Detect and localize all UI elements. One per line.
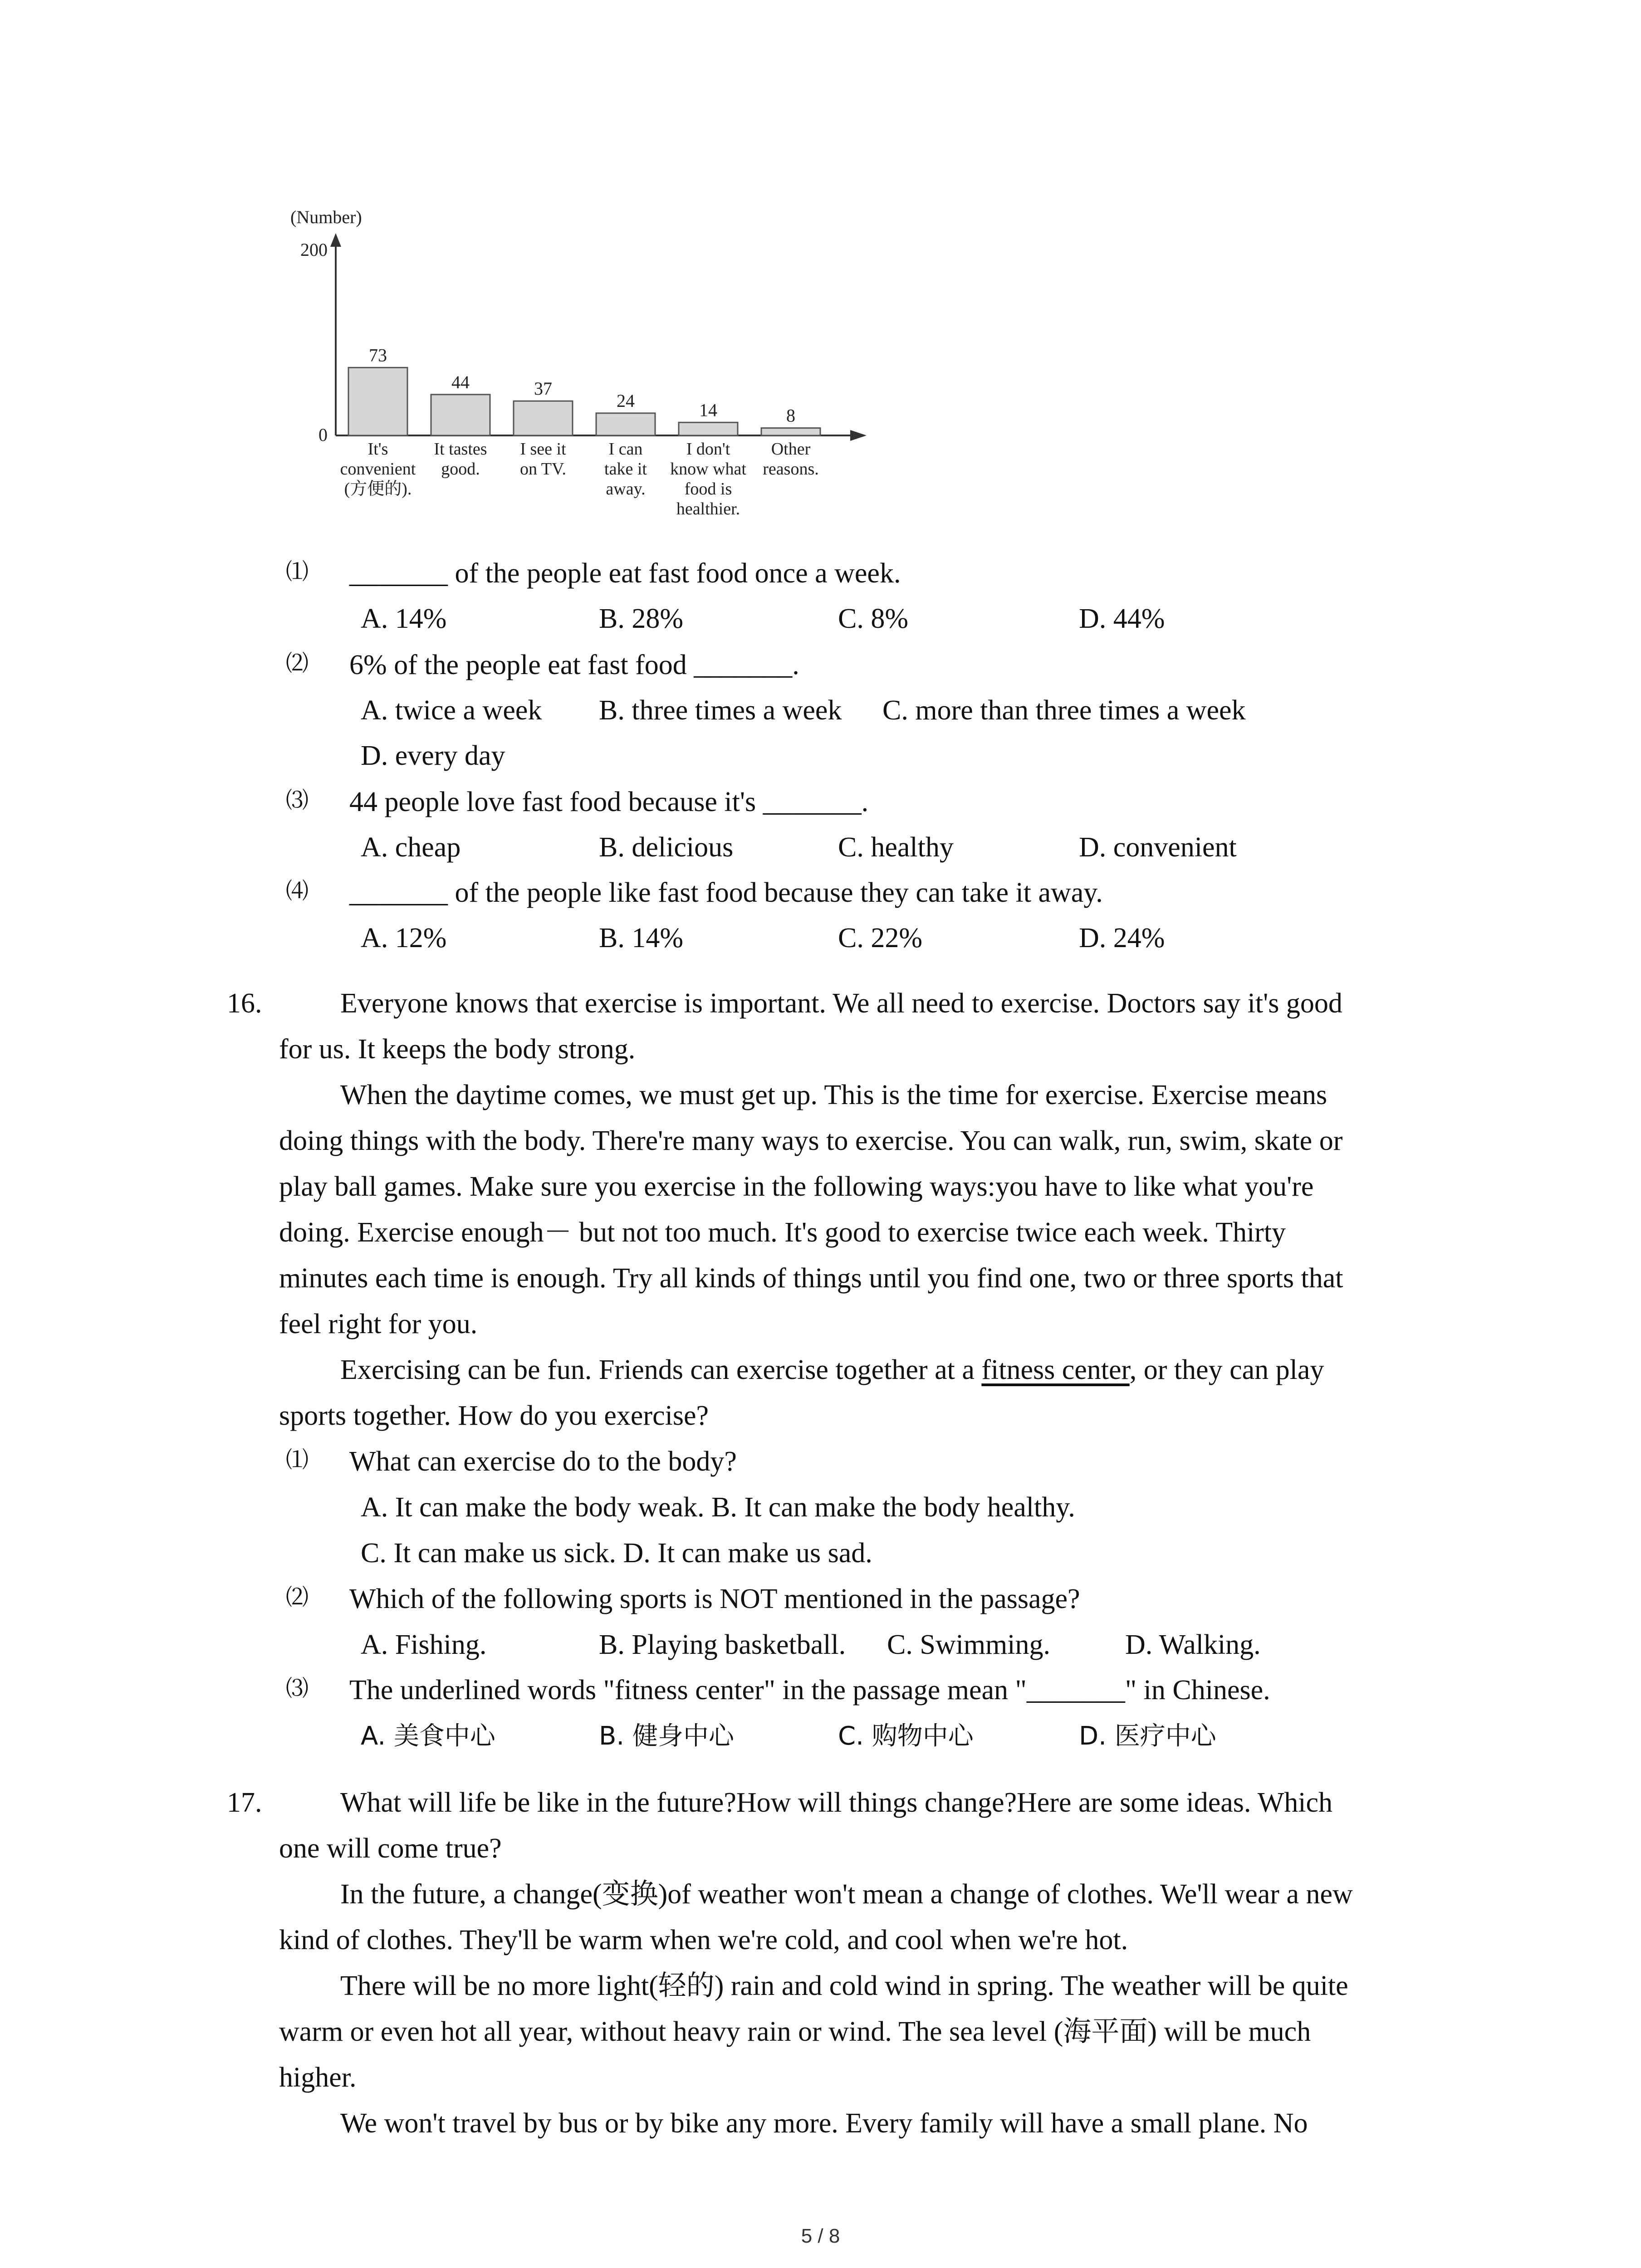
- q-stem: 6% of the people eat fast food _______.: [349, 650, 799, 680]
- passage-line: doing things with the body. There're many ways to exercise. You can walk, run, swim, skate or: [279, 1125, 1343, 1156]
- q-stem: _______ of the people eat fast food once a week.: [349, 558, 901, 589]
- option-d: D. every day: [361, 740, 505, 771]
- q-number: ⑴: [286, 559, 309, 584]
- y-axis-label: (Number): [290, 209, 362, 227]
- bar-chart-svg: [290, 209, 889, 553]
- passage-line: When the daytime comes, we must get up. This is the time for exercise. Exercise means: [340, 1080, 1327, 1110]
- passage-line: In the future, a change(变换)of weather won't mean a change of clothes. We'll wear a new: [340, 1879, 1353, 1910]
- x-category-label-line: away.: [606, 479, 646, 499]
- bar-value-label: 73: [369, 345, 387, 366]
- x-category-label-line: take it: [604, 459, 647, 479]
- option-d: D. 44%: [1079, 603, 1165, 634]
- bar: [431, 395, 490, 435]
- options-line: A. It can make the body weak. B. It can make the body healthy.: [361, 1492, 1075, 1523]
- option-d: D. Walking.: [1125, 1629, 1261, 1660]
- x-category-label-line: I see it: [520, 440, 566, 459]
- option-a: A. 14%: [361, 603, 447, 634]
- option-b: B. three times a week: [599, 695, 842, 726]
- option-c: C. 22%: [838, 923, 922, 953]
- passage-line: play ball games. Make sure you exercise in the following ways:you have to like what you're: [279, 1171, 1314, 1202]
- x-category-label-line: know what: [670, 459, 746, 479]
- options-line: C. It can make us sick. D. It can make us sad.: [361, 1538, 872, 1569]
- bar: [679, 422, 738, 435]
- page-number: 5 / 8: [801, 2225, 840, 2247]
- option-a: A. 12%: [361, 923, 447, 953]
- q-number: ⑶: [286, 787, 309, 813]
- x-category-label-line: I can: [608, 440, 643, 459]
- passage-line: Exercising can be fun. Friends can exercise together at a fitness center, or they can play: [340, 1354, 1324, 1385]
- bar-value-label: 14: [699, 400, 717, 420]
- option-d: D. 医疗中心: [1079, 1721, 1216, 1751]
- passage-number: 17.: [227, 1787, 262, 1818]
- bar-value-label: 44: [451, 371, 470, 392]
- x-category-label-line: It tastes: [434, 440, 487, 459]
- passage-line: higher.: [279, 2062, 357, 2093]
- passage-line: minutes each time is enough. Try all kinds of things until you find one, two or three sports that: [279, 1263, 1343, 1294]
- x-category-label: [434, 440, 487, 479]
- passage-line: doing. Exercise enough－ but not too much. It's good to exercise twice each week. Thirty: [279, 1217, 1286, 1248]
- option-c: C. more than three times a week: [882, 695, 1246, 726]
- passage-line: There will be no more light(轻的) rain and cold wind in spring. The weather will be quite: [340, 1970, 1348, 2001]
- option-a: A. cheap: [361, 832, 461, 863]
- y-tick-label: 0: [318, 425, 328, 445]
- q-number: ⑷: [286, 878, 309, 904]
- option-b: B. 14%: [599, 923, 683, 953]
- passage-line: We won't travel by bus or by bike any more. Every family will have a small plane. No: [340, 2108, 1308, 2139]
- x-category-label-line: (方便的).: [344, 479, 412, 499]
- underlined-fitness-center: fitness center: [981, 1354, 1130, 1385]
- x-category-label-line: It's: [367, 440, 388, 459]
- option-a: A. 美食中心: [361, 1721, 495, 1751]
- option-c: C. healthy: [838, 832, 954, 863]
- x-axis-arrow: [850, 430, 867, 441]
- q-stem: _______ of the people like fast food because they can take it away.: [349, 877, 1103, 908]
- passage-line: sports together. How do you exercise?: [279, 1400, 709, 1431]
- passage-number: 16.: [227, 988, 262, 1019]
- option-d: D. convenient: [1079, 832, 1237, 863]
- x-category-label-line: healthier.: [676, 499, 740, 518]
- bar-value-label: 37: [534, 378, 552, 399]
- option-b: B. 健身中心: [599, 1721, 735, 1751]
- x-category-label-line: I don't: [686, 440, 730, 459]
- passage-line: one will come true?: [279, 1833, 502, 1864]
- q-number: ⑴: [286, 1447, 309, 1472]
- q-stem: What can exercise do to the body?: [349, 1446, 737, 1477]
- x-category-label-line: food is: [684, 479, 732, 499]
- x-category-label-line: reasons.: [763, 459, 819, 479]
- passage-line: What will life be like in the future?How will things change?Here are some ideas. Which: [340, 1787, 1333, 1818]
- q-stem: 44 people love fast food because it's _______.: [349, 787, 869, 817]
- q-number: ⑵: [286, 650, 309, 676]
- x-category-label: [520, 440, 566, 479]
- x-category-label-line: Other: [771, 440, 811, 459]
- x-category-label: [604, 440, 647, 499]
- passage-line: warm or even hot all year, without heavy rain or wind. The sea level (海平面) will be much: [279, 2016, 1311, 2047]
- q-number: ⑶: [286, 1676, 309, 1701]
- option-a: A. Fishing.: [361, 1629, 487, 1660]
- bar-value-label: 24: [617, 390, 635, 411]
- y-tick-label: 200: [300, 240, 328, 260]
- x-category-label: [763, 440, 818, 479]
- q-stem: The underlined words "fitness center" in the passage mean "_______" in Chinese.: [349, 1675, 1270, 1706]
- q-stem: Which of the following sports is NOT mentioned in the passage?: [349, 1584, 1080, 1614]
- option-c: C. 8%: [838, 603, 908, 634]
- option-b: B. delicious: [599, 832, 734, 863]
- x-category-label-line: on TV.: [519, 459, 567, 479]
- option-b: B. 28%: [599, 603, 683, 634]
- passage-line: feel right for you.: [279, 1309, 478, 1339]
- bar: [761, 428, 820, 435]
- option-c: C. Swimming.: [887, 1629, 1051, 1660]
- bar-value-label: 8: [786, 405, 795, 426]
- bar: [514, 401, 573, 435]
- option-c: C. 购物中心: [838, 1721, 974, 1751]
- x-category-label-line: good.: [441, 459, 480, 479]
- q-number: ⑵: [286, 1584, 309, 1610]
- bar: [348, 367, 407, 435]
- x-category-label: [670, 440, 746, 518]
- passage-line: Everyone knows that exercise is important. We all need to exercise. Doctors say it's good: [340, 988, 1342, 1019]
- passage-line: for us. It keeps the body strong.: [279, 1034, 636, 1065]
- y-axis-arrow: [330, 233, 341, 247]
- option-a: A. twice a week: [361, 695, 542, 726]
- x-category-label-line: convenient: [340, 459, 416, 479]
- option-b: B. Playing basketball.: [599, 1629, 846, 1660]
- option-d: D. 24%: [1079, 923, 1165, 953]
- passage-line: kind of clothes. They'll be warm when we're cold, and cool when we're hot.: [279, 1925, 1128, 1955]
- fast-food-reasons-chart: [290, 209, 889, 553]
- bar: [596, 413, 655, 435]
- x-category-label: [340, 440, 416, 499]
